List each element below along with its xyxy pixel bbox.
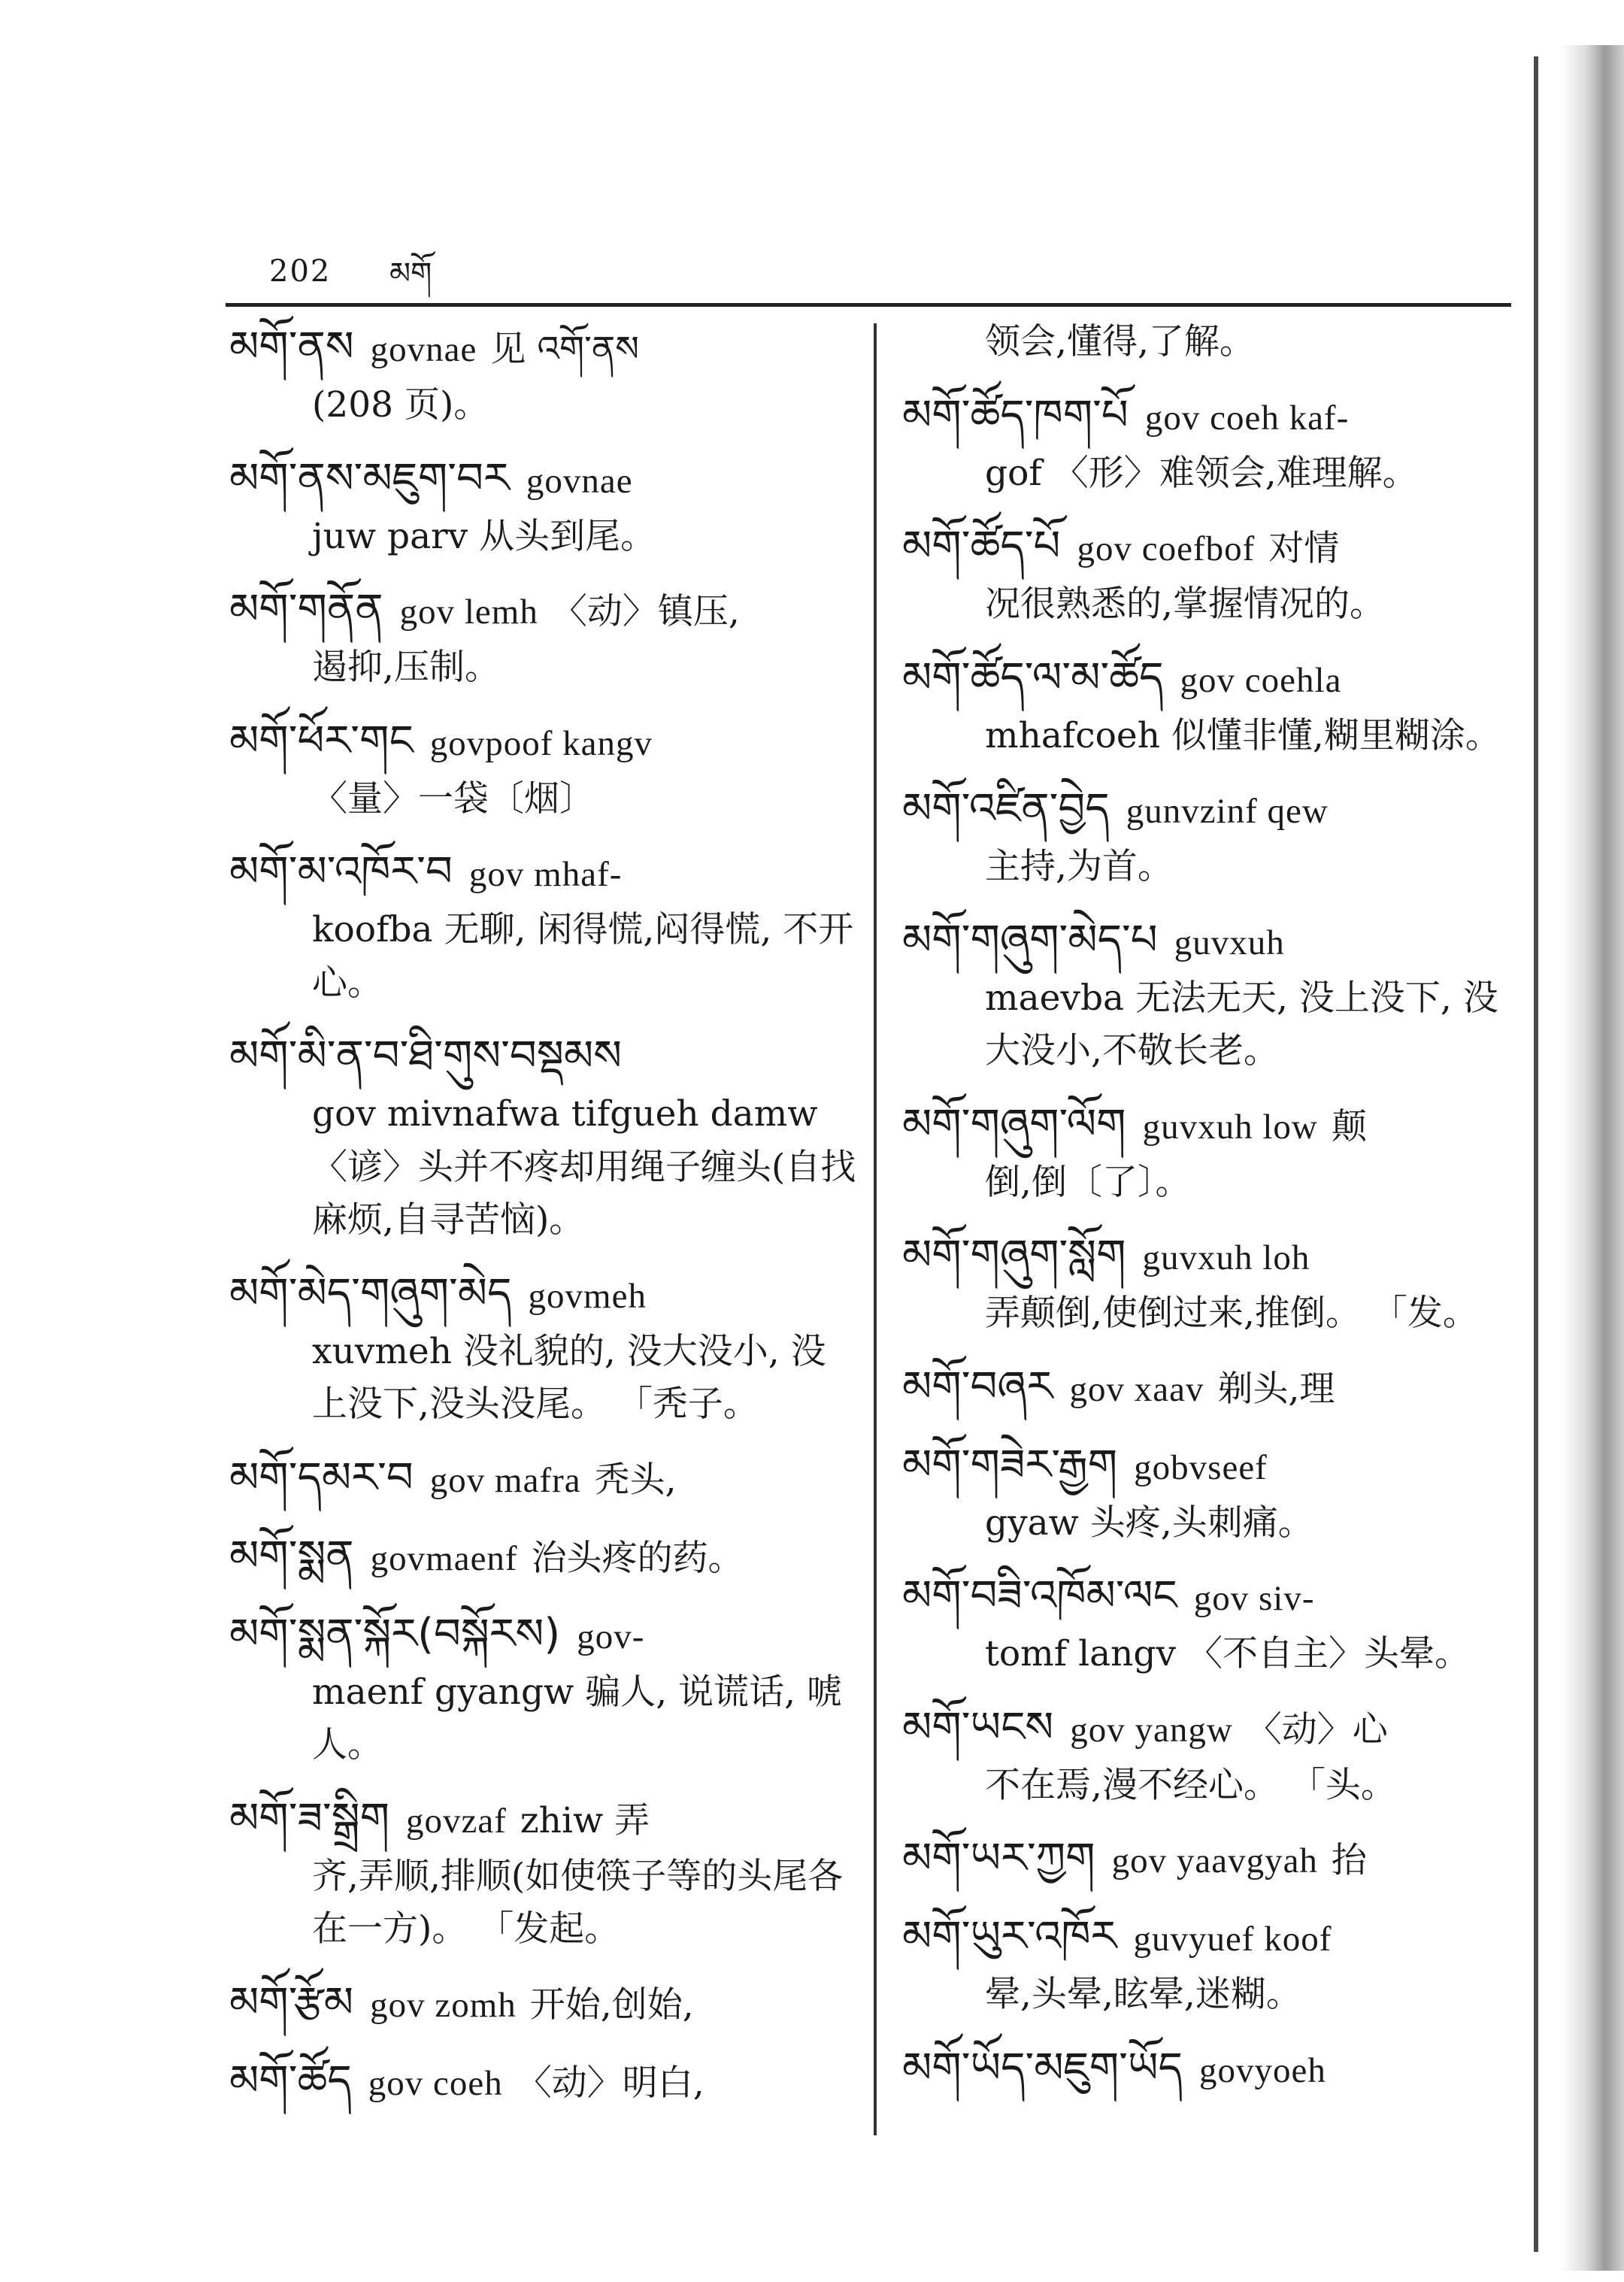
entry-continuation: 主持,为首。 xyxy=(985,846,1173,887)
entry-headline xyxy=(229,1447,861,1510)
dictionary-entry xyxy=(902,777,1519,894)
entry-headline xyxy=(229,1603,861,1666)
column-divider xyxy=(874,323,877,2135)
entry-romanization: gov- xyxy=(577,1617,645,1656)
dictionary-entry xyxy=(229,2050,861,2113)
entry-tibetan: མགོ་བཟི་འཁོམ་ལང xyxy=(902,1571,1177,1620)
entry-tibetan: མགོ་སྨན xyxy=(229,1531,354,1580)
entry-continuation: koofba 无聊, 闲得慌,闷得慌, 不开心。 xyxy=(312,909,854,1004)
entry-headline xyxy=(229,1262,861,1326)
entry-romanization: gov coeh xyxy=(368,2063,503,2103)
book-spine-edge xyxy=(1534,56,1538,2252)
entry-headline xyxy=(902,2037,1519,2100)
entry-headline xyxy=(902,1224,1519,1287)
header-rule xyxy=(226,303,1511,307)
entry-headline xyxy=(229,1025,861,1088)
entry-gloss: 颠 xyxy=(1331,1105,1367,1147)
entry-headline xyxy=(902,515,1519,578)
entry-continuation: 倒,倒〔了〕。 xyxy=(985,1161,1191,1203)
entry-continuation: 晕,头晕,眩晕,迷糊。 xyxy=(985,1974,1301,2015)
dictionary-entry xyxy=(229,1025,861,1247)
entry-continuation: gyaw 头疼,头刺痛。 xyxy=(985,1502,1313,1544)
entry-headline xyxy=(229,1971,861,2035)
entry-headline xyxy=(229,2050,861,2113)
dictionary-entry xyxy=(902,1093,1519,1210)
entry-tibetan: མགོ་ནས xyxy=(229,323,354,371)
entry-romanization: guvxuh loh xyxy=(1142,1238,1310,1277)
entry-tibetan: མགོ་ཟ་སྒྲིག xyxy=(229,1793,390,1843)
entry-tibetan: མགོ་བཞར xyxy=(902,1362,1053,1411)
entry-romanization: guvxuh xyxy=(1174,923,1285,962)
dictionary-entry xyxy=(902,647,1519,763)
entry-romanization: gov zomh xyxy=(370,1985,517,2025)
entry-gloss: 见 འགོ་ནས xyxy=(490,329,639,370)
entry-continuation: 齐,弄顺,排顺(如使筷子等的头尾各在一方)。 「发起。 xyxy=(312,1855,844,1950)
entry-romanization: gov lemh xyxy=(399,592,538,632)
entry-gloss: 〈动〉明白, xyxy=(516,2062,704,2104)
left-column xyxy=(229,316,861,2128)
dictionary-entry xyxy=(229,578,861,695)
dictionary-entry xyxy=(229,316,861,432)
entry-headline xyxy=(902,1356,1519,1419)
dictionary-entry xyxy=(229,1525,861,1588)
entry-continuation: xuvmeh 没礼貌的, 没大没小, 没上没下,没头没尾。 「秃子。 xyxy=(312,1330,826,1425)
book-spine-shadow xyxy=(1560,45,1624,2271)
entry-romanization: gov coefbof xyxy=(1077,529,1256,568)
entry-romanization: guvxuh low xyxy=(1142,1107,1318,1147)
entry-tibetan: མགོ་གཞུག་མེད་པ xyxy=(902,915,1158,965)
entry-tibetan: མགོ་མེད་གཞུག་མེད xyxy=(229,1268,512,1318)
entry-romanization: gov coeh kaf- xyxy=(1144,398,1350,438)
entry-tibetan: མགོ་གནོན xyxy=(229,585,383,634)
entry-gloss: 抬 xyxy=(1331,1840,1367,1881)
entry-gloss: 对情 xyxy=(1268,528,1340,569)
entry-romanization: gov siv- xyxy=(1193,1579,1315,1618)
entry-headline xyxy=(902,384,1519,447)
entry-romanization: gov coehla xyxy=(1180,660,1342,700)
entry-gloss: 〈动〉心 xyxy=(1246,1708,1388,1750)
dictionary-entry xyxy=(229,1971,861,2035)
entry-continuation: 领会,懂得,了解。 xyxy=(985,321,1255,362)
entry-headline xyxy=(229,447,861,511)
entry-romanization: gov mafra xyxy=(429,1460,581,1500)
entry-headline xyxy=(902,1827,1519,1890)
entry-gloss: 〈动〉镇压, xyxy=(551,591,740,632)
entry-tibetan: མགོ་གཟེར་རྒྱག xyxy=(902,1440,1118,1490)
entry-continuation: tomf langv 〈不自主〉头晕。 xyxy=(985,1633,1470,1674)
entry-romanization: gov yaavgyah xyxy=(1111,1841,1318,1880)
entry-continuation: (208 页)。 xyxy=(312,384,489,426)
entry-tibetan: མགོ་མ་འཁོར་བ xyxy=(229,847,453,896)
entry-tibetan: མགོ་ཡར་ཀྱག xyxy=(902,1834,1095,1883)
entry-tibetan: མགོ་མི་ན་བ་ཐི་གུས་བསྡམས xyxy=(229,1032,623,1080)
entry-romanization: gov xaav xyxy=(1069,1369,1204,1409)
entry-continuation: 〈量〉一袋〔烟〕 xyxy=(312,777,595,820)
dictionary-entry xyxy=(902,384,1519,501)
entry-tibetan: མགོ་ཡུར་འཁོར xyxy=(902,1912,1117,1961)
entry-romanization: govpoof kangv xyxy=(429,723,653,763)
dictionary-entry xyxy=(902,1696,1519,1813)
entry-romanization: govzaf xyxy=(406,1801,507,1841)
entry-gloss: 治头疼的药。 xyxy=(531,1537,744,1579)
entry-romanization: gov yangw xyxy=(1070,1710,1233,1750)
entry-headline xyxy=(902,1434,1519,1497)
entry-headline xyxy=(902,1696,1519,1759)
dictionary-entry xyxy=(902,1565,1519,1681)
entry-continuation: 弄颠倒,使倒过来,推倒。 「发。 xyxy=(985,1293,1478,1334)
dictionary-entry xyxy=(902,316,1519,369)
entry-gloss: 开始,创始, xyxy=(529,1983,694,2026)
entry-romanization: guvyuef koof xyxy=(1133,1920,1332,1959)
dictionary-entry xyxy=(229,1603,861,1772)
entry-continuation: 况很熟悉的,掌握情况的。 xyxy=(985,583,1385,625)
entry-tibetan: མགོ་ཚོད xyxy=(229,2056,352,2105)
entry-continuation: 遏抑,压制。 xyxy=(312,647,500,688)
entry-romanization: govnae xyxy=(526,461,633,501)
dictionary-entry xyxy=(229,1787,861,1956)
entry-continuation: gof 〈形〉难领会,难理解。 xyxy=(985,452,1418,494)
entry-tibetan: མགོ་སྨན་སྐོར(བསྐོརས) xyxy=(229,1609,561,1659)
entry-romanization: gunvzinf qew xyxy=(1126,792,1329,831)
entry-headline xyxy=(902,1565,1519,1628)
entry-continuation: 不在焉,漫不经心。 「头。 xyxy=(985,1764,1396,1806)
entry-tibetan: མགོ་ཚོད་ཁག་པོ xyxy=(902,390,1129,440)
entry-headline xyxy=(902,909,1519,972)
entry-continuation: maevba 无法无天, 没上没下, 没大没小,不敬长老。 xyxy=(985,977,1498,1071)
entry-tibetan: མགོ་ཡངས xyxy=(902,1702,1054,1752)
dictionary-entry xyxy=(229,1447,861,1510)
entry-romanization: govmeh xyxy=(528,1276,647,1316)
right-column xyxy=(902,316,1519,2115)
entry-gloss: zhiw 弄 xyxy=(520,1799,650,1841)
dictionary-entry xyxy=(229,841,861,1010)
entry-headline xyxy=(229,1525,861,1588)
dictionary-entry xyxy=(902,515,1519,632)
dictionary-entry xyxy=(902,1905,1519,2022)
entry-gloss: 剃头,理 xyxy=(1217,1368,1335,1410)
entry-romanization: govnae xyxy=(370,330,477,369)
entry-gloss: 秃头, xyxy=(594,1459,677,1501)
entry-headline xyxy=(229,578,861,641)
entry-tibetan: མགོ་ཕོར་གང xyxy=(229,716,414,765)
entry-romanization: govyoeh xyxy=(1198,2050,1326,2090)
dictionary-entry xyxy=(902,1434,1519,1550)
entry-tibetan: མགོ་འཛིན་བྱེད xyxy=(902,784,1110,833)
dictionary-entry xyxy=(902,909,1519,1078)
dictionary-entry xyxy=(902,1224,1519,1341)
entry-romanization: gov mhaf- xyxy=(468,855,623,894)
page-number: 202 xyxy=(269,254,332,289)
entry-headline xyxy=(902,647,1519,710)
entry-tibetan: མགོ་རྩོམ xyxy=(229,1977,354,2027)
entry-tibetan: མགོ་དམར་བ xyxy=(229,1453,414,1502)
entry-tibetan: མགོ་གཞུག་ལོག xyxy=(902,1099,1126,1149)
entry-continuation: maenf gyangw 骗人, 说谎话, 唬人。 xyxy=(312,1671,842,1765)
entry-tibetan: མགོ་གཞུག་སློག xyxy=(902,1231,1126,1280)
entry-headline xyxy=(229,1787,861,1850)
dictionary-entry xyxy=(902,1356,1519,1419)
dictionary-entry xyxy=(229,710,861,826)
dictionary-entry xyxy=(902,2037,1519,2100)
entry-headline xyxy=(902,1093,1519,1156)
dictionary-entry xyxy=(229,447,861,564)
entry-headline xyxy=(229,316,861,379)
entry-continuation: gov mivnafwa tifgueh damw 〈谚〉头并不疼却用绳子缠头(自找麻烦,自寻苦恼)。 xyxy=(312,1093,856,1241)
entry-headline xyxy=(902,1905,1519,1968)
entry-romanization: govmaenf xyxy=(370,1538,518,1578)
entry-tibetan: མགོ་ཚོད་པོ xyxy=(902,522,1061,571)
entry-continuation: mhafcoeh 似懂非懂,糊里糊涂。 xyxy=(985,714,1501,756)
dictionary-entry xyxy=(229,1262,861,1432)
running-header-word: མགོ xyxy=(389,256,432,291)
entry-tibetan: མགོ་ཡོད་མཇུག་ཡོད xyxy=(902,2043,1183,2093)
dictionary-entry xyxy=(902,1827,1519,1890)
entry-tibetan: མགོ་ནས་མཇུག་བར xyxy=(229,453,510,503)
entry-romanization: gobvseef xyxy=(1134,1447,1268,1487)
entry-headline xyxy=(229,710,861,773)
entry-tibetan: མགོ་ཚོད་ལ་མ་ཚོད xyxy=(902,653,1164,702)
entry-headline xyxy=(902,777,1519,841)
entry-continuation: juw parv 从头到尾。 xyxy=(312,515,656,557)
entry-headline xyxy=(229,841,861,904)
